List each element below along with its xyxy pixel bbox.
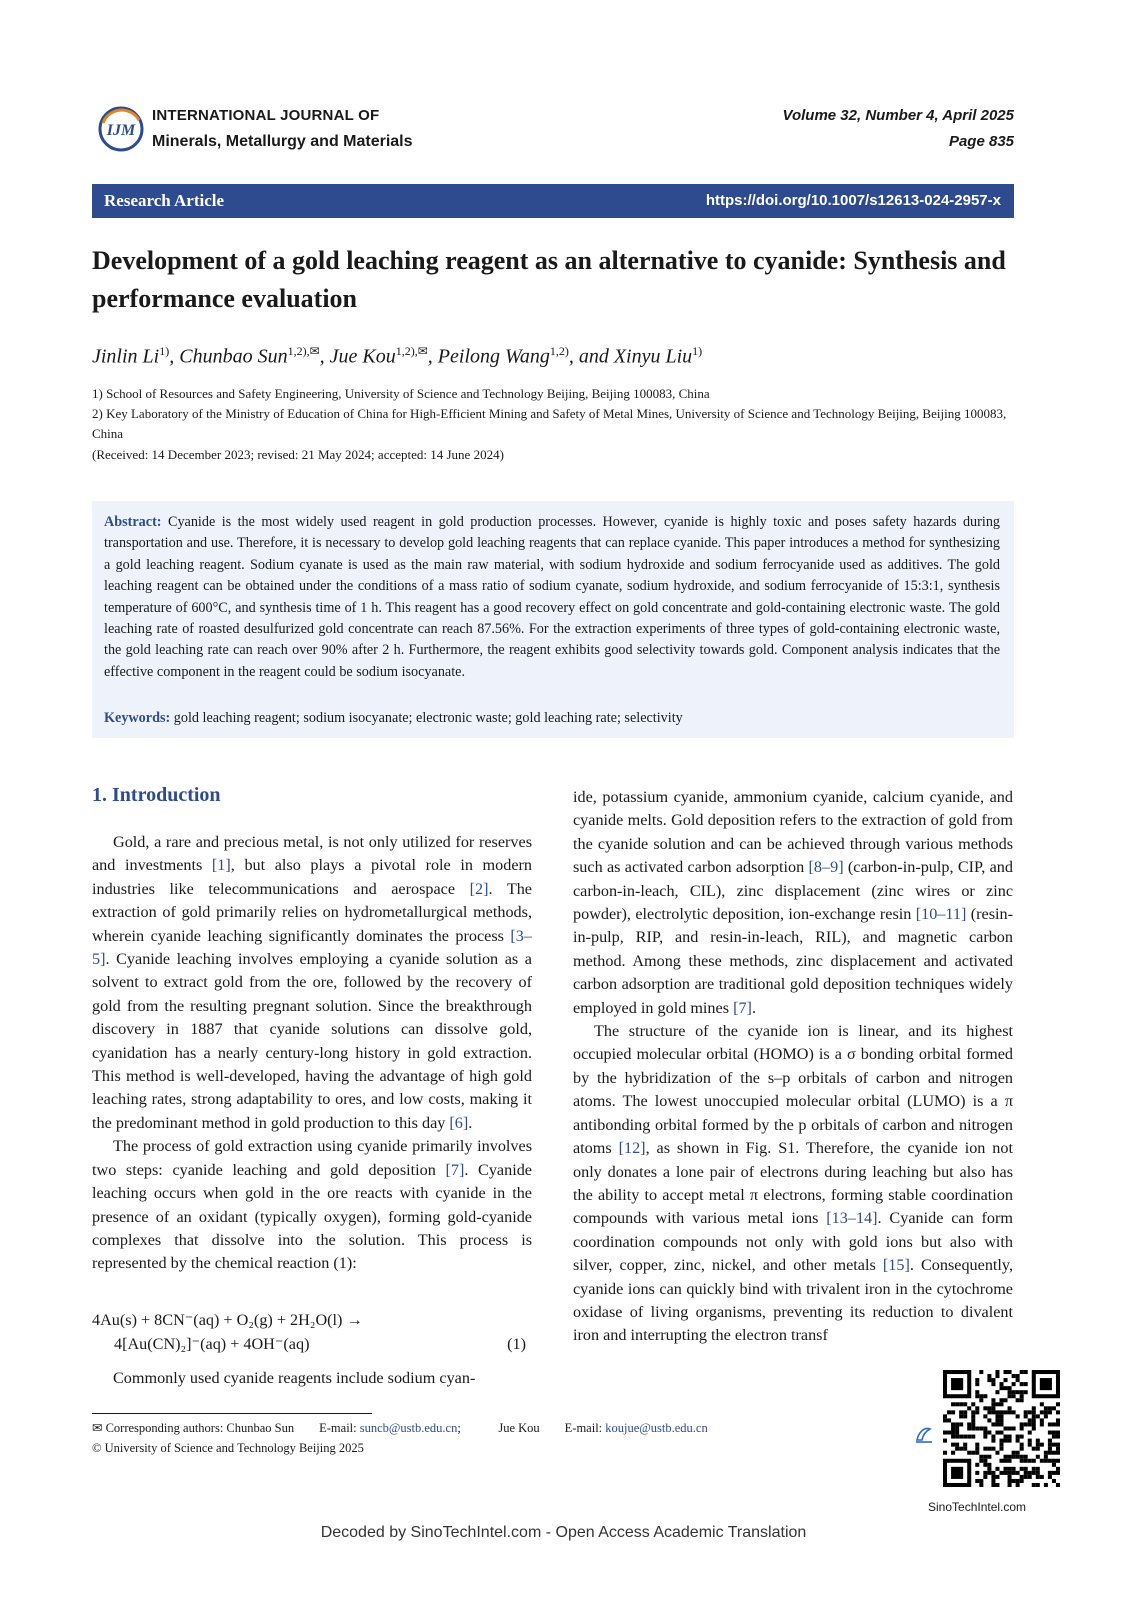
citation-link[interactable]: [1] [211,856,231,875]
journal-name-line2: Minerals, Metallurgy and Materials [152,133,413,150]
abstract-text: Cyanide is the most widely used reagent in gold production processes. However, cyanide is highly toxic and poses safety hazards during transportation and use. Therefore, it is necessary to develop gold leaching reagents that can replace cyanide. This paper introduces a method for synthesizing a gold leaching reagent. Sodium cyanate is used as the main raw material, with sodium hydroxide and sodium ferrocyanide used as additives. The gold leaching reagent can be obtained under the conditions of a mass ratio of sodium cyanate, sodium hydroxide, and sodium ferrocyanide of 15:3:1, synthesis temperature of 600°C, and synthesis time of 1 h. This reagent has a good recovery effect on gold concentrate and gold-containing electronic waste. The gold leaching rate of roasted desulfurized gold concentrate can reach 87.56%. For the extraction experiments of three types of gold-containing electronic waste, the gold leaching rate can reach over 90% after 2 h. Furthermore, the reagent exhibits good selectivity towards gold. Component analysis indicates that the effective component in the reagent could be sodium isocyanate. [104,514,1001,680]
footnote-rule [92,1413,372,1414]
paper-title: Development of a gold leaching reagent as an alternative to cyanide: Synthesis and performance evaluation [92,246,1006,313]
citation-link[interactable]: [12] [618,1139,646,1158]
article-banner [92,184,1014,218]
decoded-banner: Decoded by SinoTechIntel.com - Open Access Academic Translation [320,1524,807,1541]
page-number: Page 835 [948,133,1014,150]
citation-link[interactable]: [7] [733,998,752,1017]
sinotech-logo-icon [913,1423,935,1445]
equation-1 [92,1308,532,1356]
citation-link[interactable]: [10–11] [915,905,967,924]
article-type: Research Article [104,191,225,210]
citation-link[interactable]: [15] [882,1256,910,1275]
site-label[interactable]: SinoTechIntel.com [928,1500,1027,1514]
author-name: Chunbao Sun [179,345,288,368]
copyright: © University of Science and Technology Beijing 2025 [92,1441,364,1455]
author-list: Jinlin Li$^{1)}$, Chunbao Sun$^{1,2),✉}$, Jue Kou$^{1,2),✉}$, Peilong Wang$^{1,2)}$, and Xinyu Liu$^{1)}$ [92,344,703,368]
qr-code-icon[interactable] [943,1370,1060,1487]
abstract [104,512,1000,683]
citation-link[interactable]: [8–9] [808,858,844,877]
paragraph-text: Commonly used cyanide reagents include sodium cyan- [113,1369,476,1387]
left-column-top [92,831,532,1276]
author-affiliation-mark: 1) [159,344,170,358]
abstract-label: Abstract: [104,514,162,530]
left-column-bottom [92,1367,532,1390]
paragraph [573,1020,1013,1348]
author-affiliation-mark: 1,2),✉ [287,344,320,358]
author-affiliation-mark: 1,2),✉ [395,344,428,358]
author-name: Jue Kou [329,345,396,368]
paragraph [92,1135,532,1275]
email-link-2[interactable]: koujue@ustb.edu.cn [605,1421,708,1435]
paragraph [92,1367,532,1390]
corresponding-authors [92,1420,708,1436]
abstract-box [92,501,1014,738]
author-affiliation-mark: 1) [692,344,703,358]
affiliation-2: 2) Key Laboratory of the Ministry of Education of China for High-Efficient Mining and Safety of Metal Mines, University of Science and Technology Beijing, Beijing 100083, China [92,406,1007,441]
author-affiliation-mark: 1,2) [549,344,569,358]
paragraph-text: (resin-in-pulp, RIP, and resin-in-leach, RIL), and magnetic carbon method. Among these methods, zinc displacement and activated carbon adsorption are traditional gold deposition techniques widely employed in gold mines [573,905,1013,1017]
paragraph-text: . [751,998,756,1017]
paragraph-text: . Cyanide leaching involves employing a cyanide solution as a solvent to extract gold from the ore, followed by the recovery of gold from the resulting pregnant solution. Since the breakthrough discovery in 1887 that cyanide solutions can dissolve gold, cyanidation has a nearly century-long history in gold extraction. This method is well-developed, having the advantage of high gold leaching rates, strong adaptability to ores, and low costs, making it the predominant method in gold production to this day [92,950,532,1132]
paragraph-text: . [468,1113,473,1132]
paragraph-text: . Cyanide can form coordination compounds not only with gold ions but also with silver, copper, zinc, nickel, and other metals [573,1209,1014,1275]
citation-link[interactable]: [13–14] [826,1209,878,1228]
section-heading: 1. Introduction [92,784,221,806]
author-name: Jinlin Li [92,345,160,368]
email-link-1[interactable]: suncb@ustb.edu.cn [359,1421,458,1435]
corresponding-sep: ; Jue Kou E-mail: [457,1421,606,1435]
keywords-label: Keywords: [104,710,171,726]
journal-logo-icon [98,106,144,152]
citation-link[interactable]: [2] [469,879,489,898]
affiliation-1: 1) School of Resources and Safety Engineering, University of Science and Technology Beijing, Beijing 100083, China [92,386,710,401]
right-column [573,786,1013,1348]
paragraph-text: Gold, a rare and precious metal, is not only utilized for reserves and investments [92,833,532,875]
svg-text:IJM: IJM [106,122,136,139]
paragraph-text: ide, potassium cyanide, ammonium cyanide, calcium cyanide, and cyanide melts. Gold deposition refers to the extraction of gold from the cyanide solution and can be achieved through various methods such as activated carbon adsorption [573,788,1013,877]
paragraph-text: (carbon-in-pulp, CIP, and carbon-in-leach, CIL), zinc displacement (zinc wires or zinc powder), electrolytic deposition, ion-exchange resin [573,858,1013,924]
volume-info: Volume 32, Number 4, April 2025 [782,107,1014,124]
citation-link[interactable]: [7] [445,1160,465,1179]
doi-link[interactable]: https://doi.org/10.1007/s12613-024-2957-x [705,192,1001,209]
paragraph-text: The process of gold extraction using cyanide primarily involves two steps: cyanide leaching and gold deposition [92,1137,532,1179]
keywords [104,710,1000,727]
paragraph-text: , as shown in Fig. S1. Therefore, the cyanide ion not only donates a lone pair of electrons during leaching but also has the ability to accept metal π electrons, forming stable coordination compounds with various metal ions [573,1139,1013,1228]
paragraph-continued [573,786,1013,1020]
equation-line1: 4Au(s) + 8CN⁻(aq) + O₂(g) + 2H₂O(l) → [92,1311,363,1329]
keywords-text: gold leaching reagent; sodium isocyanate; electronic waste; gold leaching rate; selectivity [173,710,683,726]
journal-name-line1: INTERNATIONAL JOURNAL OF [152,107,380,124]
paragraph-text: . Consequently, cyanide ions can quickly bind with trivalent iron in the cytochrome oxidase of living organisms, preventing its reduction to divalent iron and interrupting the electron transf [573,1256,1013,1345]
equation-number: (1) [507,1335,526,1353]
corresponding-label: ✉ Corresponding authors: Chunbao Sun E-mail: [92,1421,360,1435]
author-name: Xinyu Liu [613,345,693,368]
author-name: Peilong Wang [437,345,550,368]
paragraph-text: , but also plays a pivotal role in modern industries like telecommunications and aerospace [92,856,532,898]
equation-line2: 4[Au(CN)₂]⁻(aq) + 4OH⁻(aq) [114,1335,310,1353]
paragraph-text: The structure of the cyanide ion is linear, and its highest occupied molecular orbital (HOMO) is a σ bonding orbital formed by the hybridization of the s–p orbitals of carbon and nitrogen atoms. The lowest unoccupied molecular orbital (LUMO) is a π antibonding orbital formed by the p orbitals of carbon and nitrogen atoms [573,1022,1013,1158]
paragraph-text: . The extraction of gold primarily relies on hydrometallurgical methods, wherein cyanide leaching significantly dominates the process [92,879,532,945]
citation-link[interactable]: [6] [449,1113,469,1132]
paragraph-text: . Cyanide leaching occurs when gold in the ore reacts with cyanide in the presence of an oxidant (typically oxygen), forming gold-cyanide complexes that dissolve into the solution. This process is represented by the chemical reaction (1): [92,1160,532,1273]
citation-link[interactable]: [3–5] [92,926,532,969]
paragraph [92,831,532,1135]
received-dates: (Received: 14 December 2023; revised: 21 May 2024; accepted: 14 June 2024) [92,447,504,462]
